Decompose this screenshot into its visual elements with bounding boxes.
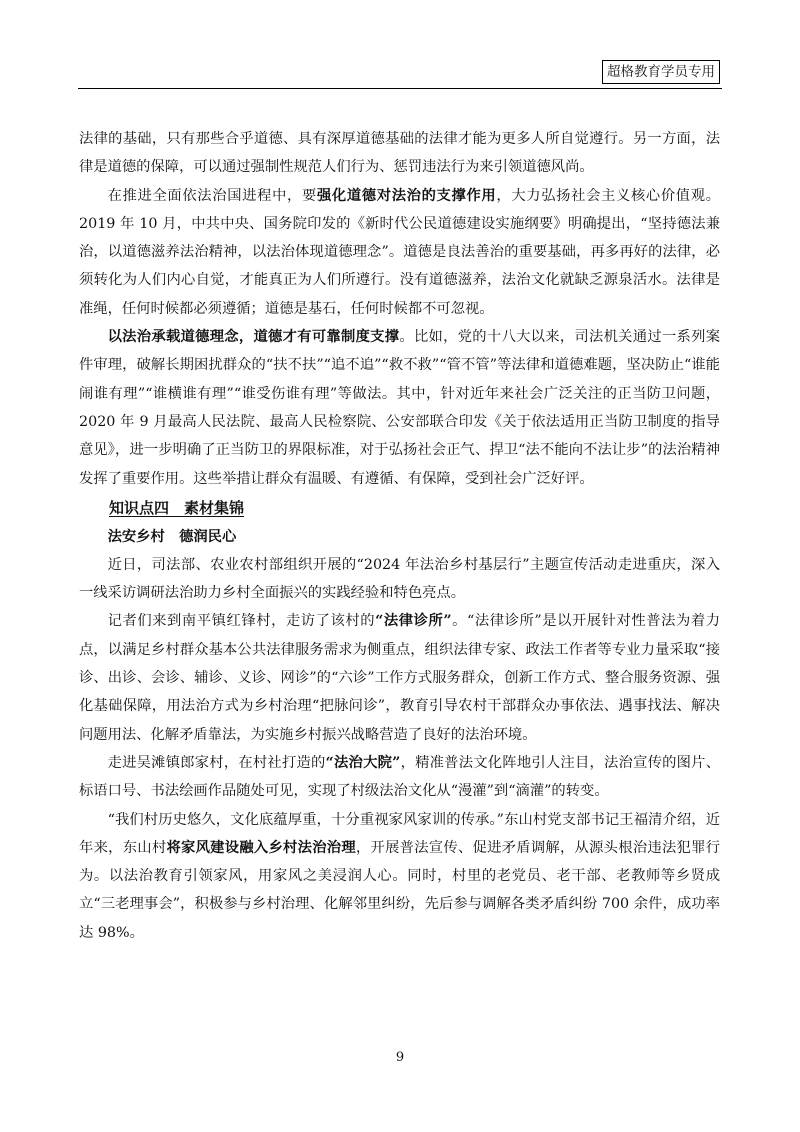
emphasis: “法律诊所” xyxy=(375,613,452,630)
section-title: 知识点四 素材集锦 xyxy=(109,498,245,517)
emphasis: 以法治承载道德理念，道德才有可靠制度支撑 xyxy=(107,329,400,346)
paragraph: 在推进全面依法治国进程中，要强化道德对法治的支撑作用，大力弘扬社会主义核心价值观。2019 年 10 月，中共中央、国务院印发的《新时代公民道德建设实施纲要》明确提出，“坚持德法兼治，以道德滋养法治精神，以法治体现道德理念”。道德是良法善治的重要基础，再多再好的法律，必须转化为人们内心自觉，才能真正为人们所遵行。没有道德滋养，法治文化就缺乏源泉活水。法律是准绳，任何时候都必须遵循；道德是基石，任何时候都不可忽视。 xyxy=(79,187,721,317)
emphasis: “法治大院” xyxy=(325,754,401,771)
paragraph: 近日，司法部、农业农村部组织开展的“2024 年法治乡村基层行”主题宣传活动走进重庆，深入一线采访调研法治助力乡村全面振兴的实践经验和特色亮点。 xyxy=(79,556,720,602)
paragraph: 走进吴滩镇郎家村，在村社打造的“法治大院”，精准普法文化阵地引人注目，法治宣传的图片、标语口号、书法绘画作品随处可见，实现了村级法治文化从“漫灌”到“滴灌”的转变。 xyxy=(79,754,721,800)
emphasis: 将家风建设融入乡村法治治理 xyxy=(166,839,356,856)
emphasis: 强化道德对法治的支撑作用 xyxy=(316,187,497,204)
page-number: 9 xyxy=(395,1050,405,1065)
subsection-title: 法安乡村 德润民心 xyxy=(107,528,237,545)
paragraph: 记者们来到南平镇红锋村，走访了该村的“法律诊所”。“法律诊所”是以开展针对性普法为着力点，以满足乡村群众基本公共法律服务需求为侧重点，组织法律专家、政法工作者等专业力量采取“接诊、出诊、会诊、辅诊、义诊、网诊”的“六诊”工作方式服务群众，创新工作方式、整合服务资源、强化基础保障，用法治方式为乡村治理“把脉问诊”，教育引导农村干部群众办事依法、遇事找法、解决问题用法、化解矛盾靠法，为实施乡村振兴战略营造了良好的法治环境。 xyxy=(79,613,721,743)
page-content xyxy=(79,125,720,947)
paragraph: 法律的基础，只有那些合乎道德、具有深厚道德基础的法律才能为更多人所自觉遵行。另一方面，法律是道德的保障，可以通过强制性规范人们行为、惩罚违法行为来引领道德风尚。 xyxy=(79,131,720,176)
paragraph: “我们村历史悠久，文化底蕴厚重，十分重视家风家训的传承。”东山村党支部书记王福清介绍，近年来，东山村将家风建设融入乡村法治治理，开展普法宣传、促进矛盾调解，从源头根治违法犯罪行为。以法治教育引领家风，用家风之美浸润人心。同时，村里的老党员、老干部、老教师等乡贤成立“三老理事会”，积极参与乡村治理、化解邻里纠纷，先后参与调解各类矛盾纠纷 700 余件，成功率达 98%。 xyxy=(79,811,721,941)
header-badge: 超格教育学员专用 xyxy=(602,60,720,84)
header-rule xyxy=(78,88,722,89)
paragraph: 以法治承载道德理念，道德才有可靠制度支撑。比如，党的十八大以来，司法机关通过一系列案件审理，破解长期困扰群众的“扶不扶”“追不追”“救不救”“管不管”等法律和道德难题，坚决防止“谁能闹谁有理”“谁横谁有理”“谁受伤谁有理”等做法。其中，针对近年来社会广泛关注的正当防卫问题，2020 年 9 月最高人民法院、最高人民检察院、公安部联合印发《关于依法适用正当防卫制度的指导意见》，进一步明确了正当防卫的界限标准，对于弘扬社会正气、捍卫“法不能向不法让步”的法治精神发挥了重要作用。这些举措让群众有温暖、有遵循、有保障，受到社会广泛好评。 xyxy=(79,329,721,487)
